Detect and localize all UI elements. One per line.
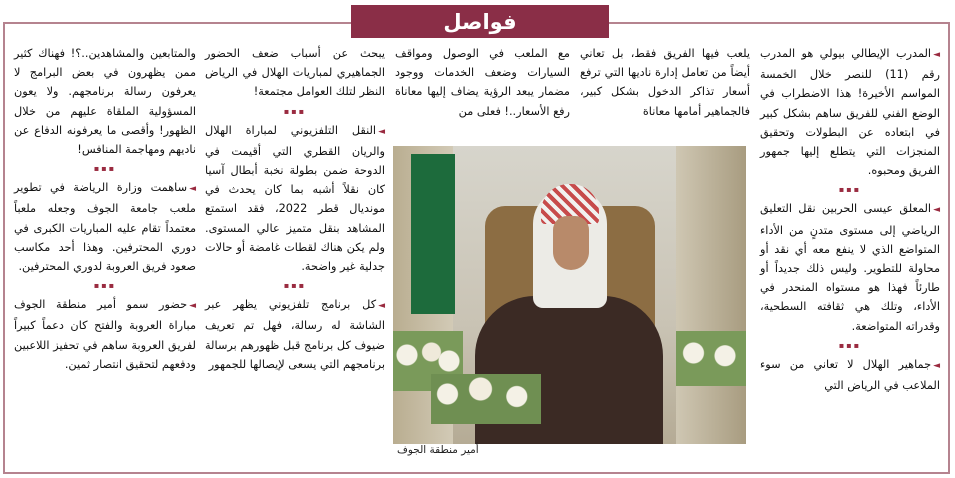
paragraph <box>205 295 385 374</box>
bullet-icon: ◄ <box>378 301 385 312</box>
paragraph-text: كل برنامج تلفزيوني يظهر عبر الشاشة له رسالة، فهل تم تعريف ضيوف كل برنامج قبل ظهورهم برسالة برنامجهم التي يسعى لإيصالها للجمهور <box>205 298 385 371</box>
bullet-icon: ◄ <box>189 301 196 312</box>
column-5 <box>14 44 196 374</box>
paragraph-text: يبحث عن أسباب ضعف الحضور الجماهيري لمباريات الهلال في الرياض النظر لتلك العوامل مجتمعة! <box>205 47 385 99</box>
separator: ▪▪▪ <box>838 340 862 350</box>
paragraph-text: مع الملعب في الوصول ومواقف السيارات وضعف الخدمات ووجود مضمار يبعد الرؤية يضاف إليها معاناة رفع الأسعار..! فعلى من <box>395 47 570 118</box>
paragraph <box>395 44 570 121</box>
separator: ▪▪▪ <box>283 281 307 291</box>
bullet-icon: ◄ <box>933 205 940 216</box>
paragraph <box>14 178 196 276</box>
paragraph <box>205 44 385 102</box>
column-2 <box>580 44 750 121</box>
separator: ▪▪▪ <box>93 281 117 291</box>
separator: ▪▪▪ <box>283 106 307 116</box>
flowers-center <box>431 374 541 424</box>
bullet-icon: ◄ <box>933 360 940 371</box>
separator: ▪▪▪ <box>838 185 862 195</box>
paragraph <box>205 121 385 277</box>
paragraph <box>14 44 196 159</box>
separator: ▪▪▪ <box>93 164 117 174</box>
photo-caption: أمير منطقة الجوف <box>397 444 479 456</box>
paragraph-text: المعلق عيسى الحربين نقل التعليق الرياضي إلى مستوى متدنٍ من الأداء المتواضع الذي لا ينفع معه أي نقد أو محاولة للتطوير. وليس ذلك جديداً أو طارئاً فهذا هو مستواه المنحدر في الأداء، وتلك هي ثقافته السطحية، وقدراته المتواضعة. <box>760 202 940 333</box>
paragraph <box>760 44 940 180</box>
face <box>553 216 589 270</box>
curtain-right <box>676 146 746 444</box>
flag-icon <box>411 154 455 314</box>
section-title-text: فواصل <box>443 9 517 34</box>
column-4 <box>205 44 385 374</box>
bullet-icon: ◄ <box>933 50 940 60</box>
column-1 <box>760 44 940 395</box>
paragraph-text: المدرب الإيطالي بيولي هو المدرب رقم (11) للنصر خلال الخمسة المواسم الأخيرة! هذا الاضطراب في الوضع الفني للفريق ساهم بشكل كبير في ابتعاده عن البطولات وتحقيق المنجزات التي يتطلع إليها جمهور الفريق ومحبوه. <box>760 47 940 178</box>
paragraph <box>580 44 750 121</box>
paragraph <box>14 295 196 374</box>
paragraph-text: يلعب فيها الفريق فقط، بل تعاني أيضاً من تعامل إدارة ناديها التي ترفع أسعار تذاكر الدخول بشكل كبير، فالجماهير أمامها معاناة <box>580 47 750 118</box>
bullet-icon: ◄ <box>189 184 196 195</box>
paragraph <box>760 199 940 335</box>
paragraph <box>760 355 940 395</box>
news-photo <box>393 146 746 444</box>
bullet-icon: ◄ <box>378 126 385 137</box>
section-title <box>351 5 609 38</box>
paragraph-text: حضور سمو أمير منطقة الجوف مباراة العروبة والفتح كان دعماً كبيراً لفريق العروبة ساهم في تحفيز اللاعبين ودفعهم لتحقيق انتصار ثمين. <box>14 298 196 371</box>
paragraph-text: جماهير الهلال لا تعاني من سوء الملاعب في الرياض التي <box>760 357 940 393</box>
paragraph-text: والمتابعين والمشاهدين..؟! فهناك كثير ممن يظهرون في بعض البرامج لا يعرفون رسالة برنامجهم. ولا يعون المسؤولية الملقاة عليهم من خلال الظهور! وأقصى ما يعرفونه الدفاع عن ناديهم ومهاجمة المنافس! <box>14 47 196 157</box>
paragraph-text: ساهمت وزارة الرياضة في تطوير ملعب جامعة الجوف وجعله ملعباً معتمداً تقام عليه المباريات الكبرى في دوري المحترفين. وهذا أحد مكاسب صعود فريق العروبة لدوري المحترفين. <box>14 181 196 274</box>
paragraph-text: النقل التلفزيوني لمباراة الهلال والريان القطري التي أقيمت في الدوحة ضمن بطولة نخبة أبطال آسيا كان نقلاً أشبه بما كان يحدث في مونديال قطر 2022، فقد استمتع المشاهد بنقل متميز عالي المستوى. ولم يكن هناك لقطات غامضة أو حالات جدلية غير واضحة. <box>205 123 385 274</box>
flowers-right <box>676 331 746 386</box>
column-3 <box>395 44 570 121</box>
